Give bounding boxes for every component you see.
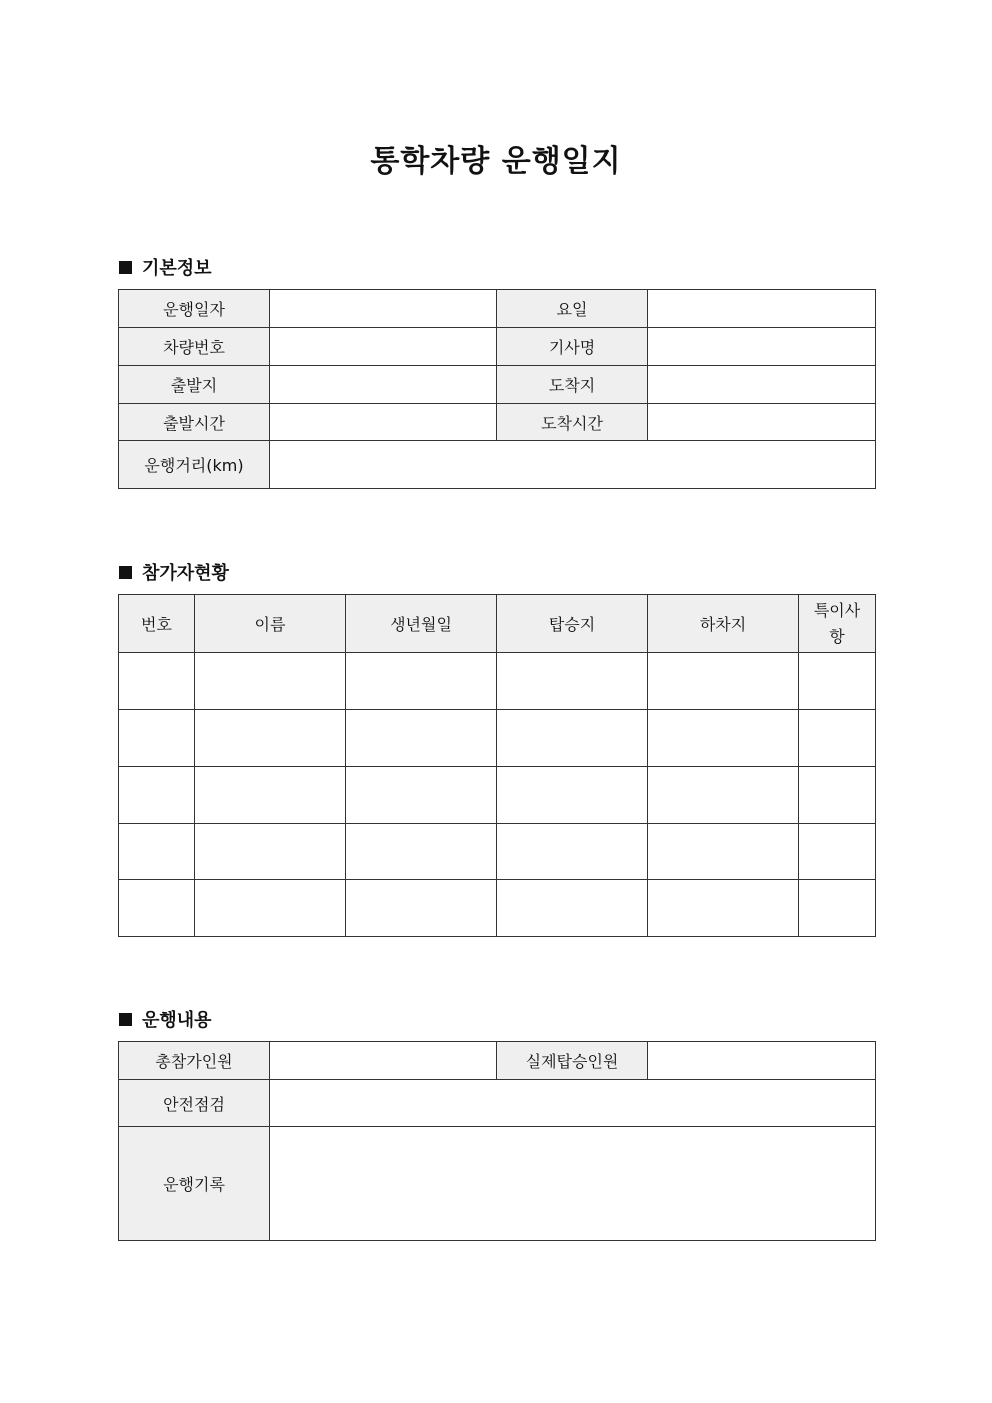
table-cell[interactable]	[119, 824, 195, 880]
field-arrival[interactable]	[648, 366, 876, 404]
field-safety-check[interactable]	[270, 1080, 876, 1127]
field-departure-time[interactable]	[270, 404, 497, 441]
table-cell[interactable]	[648, 880, 799, 937]
label-departure-time: 출발시간	[119, 404, 270, 441]
label-date: 운행일자	[119, 290, 270, 328]
table-cell[interactable]	[195, 767, 346, 824]
table-cell[interactable]	[799, 710, 876, 767]
square-bullet-icon	[119, 261, 132, 274]
table-cell[interactable]	[195, 653, 346, 710]
table-row	[119, 880, 876, 937]
column-header-dropoff-place: 하차지	[648, 595, 799, 653]
label-distance: 운행거리(km)	[119, 441, 270, 489]
section-heading-label: 운행내용	[142, 1010, 212, 1031]
table-cell[interactable]	[799, 824, 876, 880]
table-cell[interactable]	[648, 710, 799, 767]
table-cell[interactable]	[119, 710, 195, 767]
column-header-number: 번호	[119, 595, 195, 653]
table-cell[interactable]	[119, 767, 195, 824]
section-heading-label: 기본정보	[142, 258, 212, 279]
label-safety-check: 안전점검	[119, 1080, 270, 1127]
column-header-name: 이름	[195, 595, 346, 653]
field-date[interactable]	[270, 290, 497, 328]
field-arrival-time[interactable]	[648, 404, 876, 441]
table-row	[119, 653, 876, 710]
field-actual-riders[interactable]	[648, 1042, 876, 1080]
field-vehicle-number[interactable]	[270, 328, 497, 366]
field-weekday[interactable]	[648, 290, 876, 328]
table-row	[119, 1127, 876, 1241]
table-header-row	[119, 595, 876, 653]
column-header-boarding-place: 탑승지	[497, 595, 648, 653]
table-cell[interactable]	[119, 880, 195, 937]
table-row	[119, 328, 876, 366]
table-row	[119, 1080, 876, 1127]
table-cell[interactable]	[799, 653, 876, 710]
section-heading-basic	[119, 254, 212, 280]
table-cell[interactable]	[648, 653, 799, 710]
section-heading-operation	[119, 1006, 212, 1032]
table-row	[119, 404, 876, 441]
field-total-participants[interactable]	[270, 1042, 497, 1080]
label-arrival-time: 도착시간	[497, 404, 648, 441]
table-row	[119, 441, 876, 489]
label-actual-riders: 실제탑승인원	[497, 1042, 648, 1080]
table-cell[interactable]	[195, 824, 346, 880]
label-departure: 출발지	[119, 366, 270, 404]
table-cell[interactable]	[195, 710, 346, 767]
field-driver-name[interactable]	[648, 328, 876, 366]
field-operation-record[interactable]	[270, 1127, 876, 1241]
column-header-birthdate: 생년월일	[346, 595, 497, 653]
square-bullet-icon	[119, 1013, 132, 1026]
table-cell[interactable]	[497, 824, 648, 880]
table-cell[interactable]	[497, 710, 648, 767]
table-cell[interactable]	[648, 824, 799, 880]
basic-info-table	[118, 289, 876, 489]
table-cell[interactable]	[648, 767, 799, 824]
table-cell[interactable]	[497, 767, 648, 824]
table-row	[119, 710, 876, 767]
table-cell[interactable]	[346, 653, 497, 710]
table-row	[119, 290, 876, 328]
label-arrival: 도착지	[497, 366, 648, 404]
column-header-notes: 특이사항	[799, 595, 876, 653]
label-total-participants: 총참가인원	[119, 1042, 270, 1080]
field-departure[interactable]	[270, 366, 497, 404]
table-cell[interactable]	[497, 653, 648, 710]
table-cell[interactable]	[195, 880, 346, 937]
field-distance[interactable]	[270, 441, 876, 489]
participants-table	[118, 594, 876, 937]
table-cell[interactable]	[346, 824, 497, 880]
page-title: 통학차량 운행일지	[370, 144, 622, 179]
operation-table	[118, 1041, 876, 1241]
table-cell[interactable]	[346, 880, 497, 937]
section-heading-label: 참가자현황	[142, 563, 229, 584]
table-cell[interactable]	[119, 653, 195, 710]
label-driver-name: 기사명	[497, 328, 648, 366]
table-row	[119, 767, 876, 824]
table-row	[119, 1042, 876, 1080]
table-row	[119, 366, 876, 404]
table-cell[interactable]	[799, 880, 876, 937]
label-operation-record: 운행기록	[119, 1127, 270, 1241]
square-bullet-icon	[119, 566, 132, 579]
table-cell[interactable]	[346, 767, 497, 824]
section-heading-participants	[119, 559, 229, 585]
table-row	[119, 824, 876, 880]
table-cell[interactable]	[497, 880, 648, 937]
table-cell[interactable]	[346, 710, 497, 767]
label-weekday: 요일	[497, 290, 648, 328]
label-vehicle-number: 차량번호	[119, 328, 270, 366]
table-cell[interactable]	[799, 767, 876, 824]
